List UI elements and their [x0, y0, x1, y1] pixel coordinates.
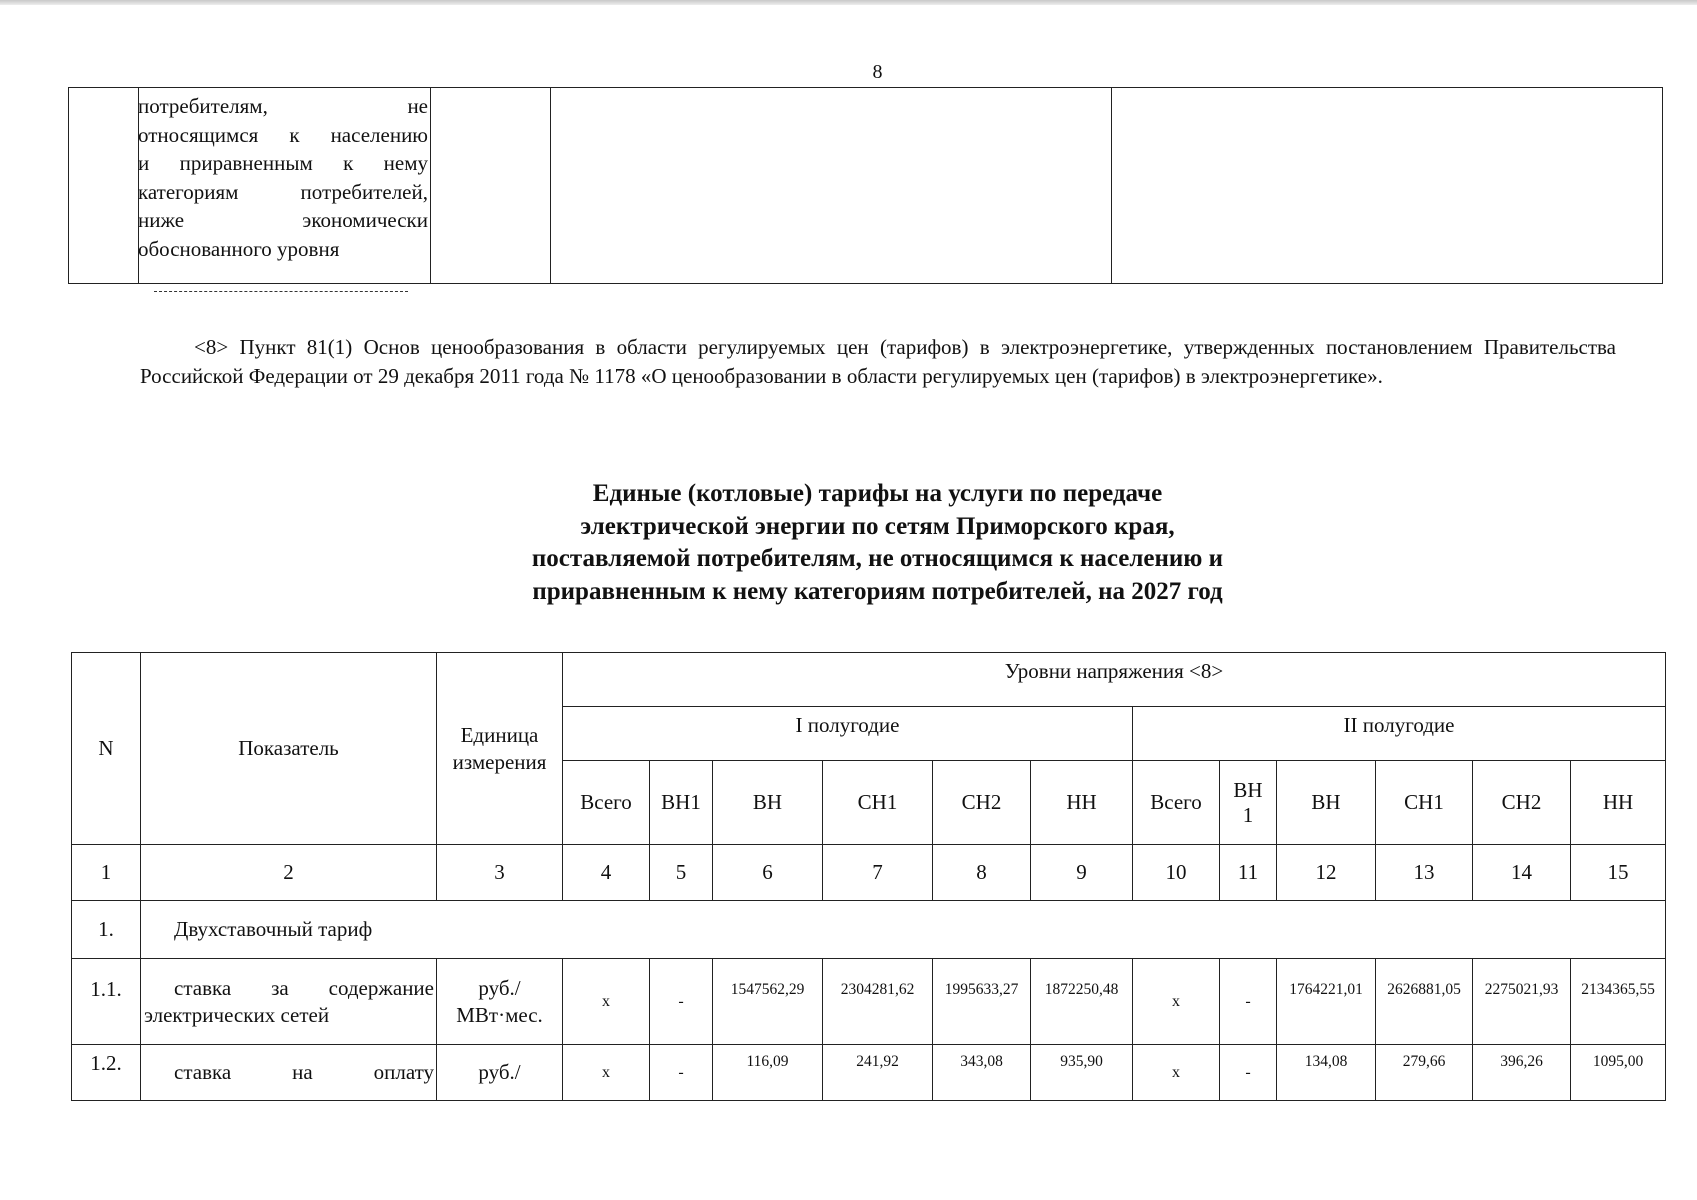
document-title: [0, 478, 1697, 608]
value-cell: 134,08: [1277, 1045, 1376, 1101]
subheader-cell: ВН: [713, 761, 823, 845]
value-cell: -: [650, 1045, 713, 1101]
subheader-cell: Всего: [1133, 761, 1220, 845]
subheader-cell: СН2: [1473, 761, 1571, 845]
text-line: потребителям, не: [138, 94, 428, 118]
subheader-cell: ВН 1: [1220, 761, 1277, 845]
value-cell: 2626881,05: [1376, 959, 1473, 1045]
scan-top-edge: [0, 0, 1697, 5]
value-cell: 935,90: [1031, 1045, 1133, 1101]
header-voltage-levels: Уровни напряжения <8>: [563, 653, 1666, 707]
row-indicator: ставка за содержание электрических сетей: [141, 959, 437, 1045]
footnote: <8> Пункт 81(1) Основ ценообразования в области регулируемых цен (тарифов) в электроэнергетике, утвержденных постановлением Правительства Российской Федерации от 29 декабря 2011 года № 1178 «О ценообразовании в области регулируемых цен (тарифов) в электроэнергетике».: [140, 335, 1616, 388]
footnote-separator: [154, 291, 408, 292]
title-line: электрической энергии по сетям Приморского края,: [580, 512, 1175, 540]
column-divider: [550, 88, 551, 283]
column-number: 15: [1571, 845, 1666, 901]
column-divider: [430, 88, 431, 283]
title-line: Единые (котловые) тарифы на услуги по передаче: [592, 480, 1163, 507]
value-cell: -: [1220, 1045, 1277, 1101]
text-line: обоснованного уровня: [138, 236, 340, 261]
value-cell: x: [563, 959, 650, 1045]
text-line: относящимся к населению: [138, 122, 428, 147]
value-cell: 2304281,62: [823, 959, 933, 1045]
row-indicator: ставка на оплату: [141, 1045, 437, 1101]
value-cell: 343,08: [933, 1045, 1031, 1101]
header-n: N: [72, 653, 141, 845]
value-cell: x: [1133, 959, 1220, 1045]
subheader-cell: НН: [1031, 761, 1133, 845]
column-number: 4: [563, 845, 650, 901]
value-cell: 2275021,93: [1473, 959, 1571, 1045]
value-cell: x: [563, 1045, 650, 1101]
value-cell: 1095,00: [1571, 1045, 1666, 1101]
tariff-table: [71, 652, 1666, 1101]
page-number: 8: [872, 61, 883, 83]
subheader-cell: СН1: [1376, 761, 1473, 845]
row-unit: руб./: [437, 1045, 563, 1101]
column-number: 12: [1277, 845, 1376, 901]
section-label: Двухставочный тариф: [141, 901, 1666, 959]
value-cell: 116,09: [713, 1045, 823, 1101]
column-number: 9: [1031, 845, 1133, 901]
header-half1: I полугодие: [563, 707, 1133, 761]
value-cell: 1764221,01: [1277, 959, 1376, 1045]
value-cell: x: [1133, 1045, 1220, 1101]
column-number: 8: [933, 845, 1031, 901]
subheader-cell: НН: [1571, 761, 1666, 845]
value-cell: -: [1220, 959, 1277, 1045]
subheader-cell: СН1: [823, 761, 933, 845]
header-unit: Единица измерения: [437, 653, 563, 845]
subheader-cell: ВН: [1277, 761, 1376, 845]
column-number: 13: [1376, 845, 1473, 901]
column-number: 5: [650, 845, 713, 901]
continuation-cell-text: [138, 92, 428, 263]
row-number: 1.2.: [72, 1045, 141, 1101]
subheader-cell: Всего: [563, 761, 650, 845]
value-cell: 2134365,55: [1571, 959, 1666, 1045]
text-line: и приравненным к нему: [138, 151, 428, 175]
value-cell: -: [650, 959, 713, 1045]
subheader-cell: СН2: [933, 761, 1031, 845]
value-cell: 1547562,29: [713, 959, 823, 1045]
column-number: 7: [823, 845, 933, 901]
column-number: 10: [1133, 845, 1220, 901]
value-cell: 241,92: [823, 1045, 933, 1101]
column-number: 14: [1473, 845, 1571, 901]
header-half2: II полугодие: [1133, 707, 1666, 761]
column-number: 3: [437, 845, 563, 901]
value-cell: 1995633,27: [933, 959, 1031, 1045]
row-number: 1.1.: [72, 959, 141, 1045]
value-cell: 396,26: [1473, 1045, 1571, 1101]
title-line: поставляемой потребителям, не относящимся к населению и: [531, 545, 1224, 572]
column-divider: [1111, 88, 1112, 283]
column-number: 2: [141, 845, 437, 901]
header-indicator: Показатель: [141, 653, 437, 845]
continuation-table: [68, 87, 1663, 284]
text-line: ниже экономически: [138, 208, 428, 232]
column-number: 11: [1220, 845, 1277, 901]
text-line: категориям потребителей,: [138, 179, 428, 204]
column-number: 6: [713, 845, 823, 901]
subheader-cell: ВН1: [650, 761, 713, 845]
row-unit: руб./ МВт·мес.: [437, 959, 563, 1045]
column-number: 1: [72, 845, 141, 901]
value-cell: 279,66: [1376, 1045, 1473, 1101]
section-number: 1.: [72, 901, 141, 959]
value-cell: 1872250,48: [1031, 959, 1133, 1045]
title-line: приравненным к нему категориям потребителей, на 2027 год: [532, 577, 1223, 605]
